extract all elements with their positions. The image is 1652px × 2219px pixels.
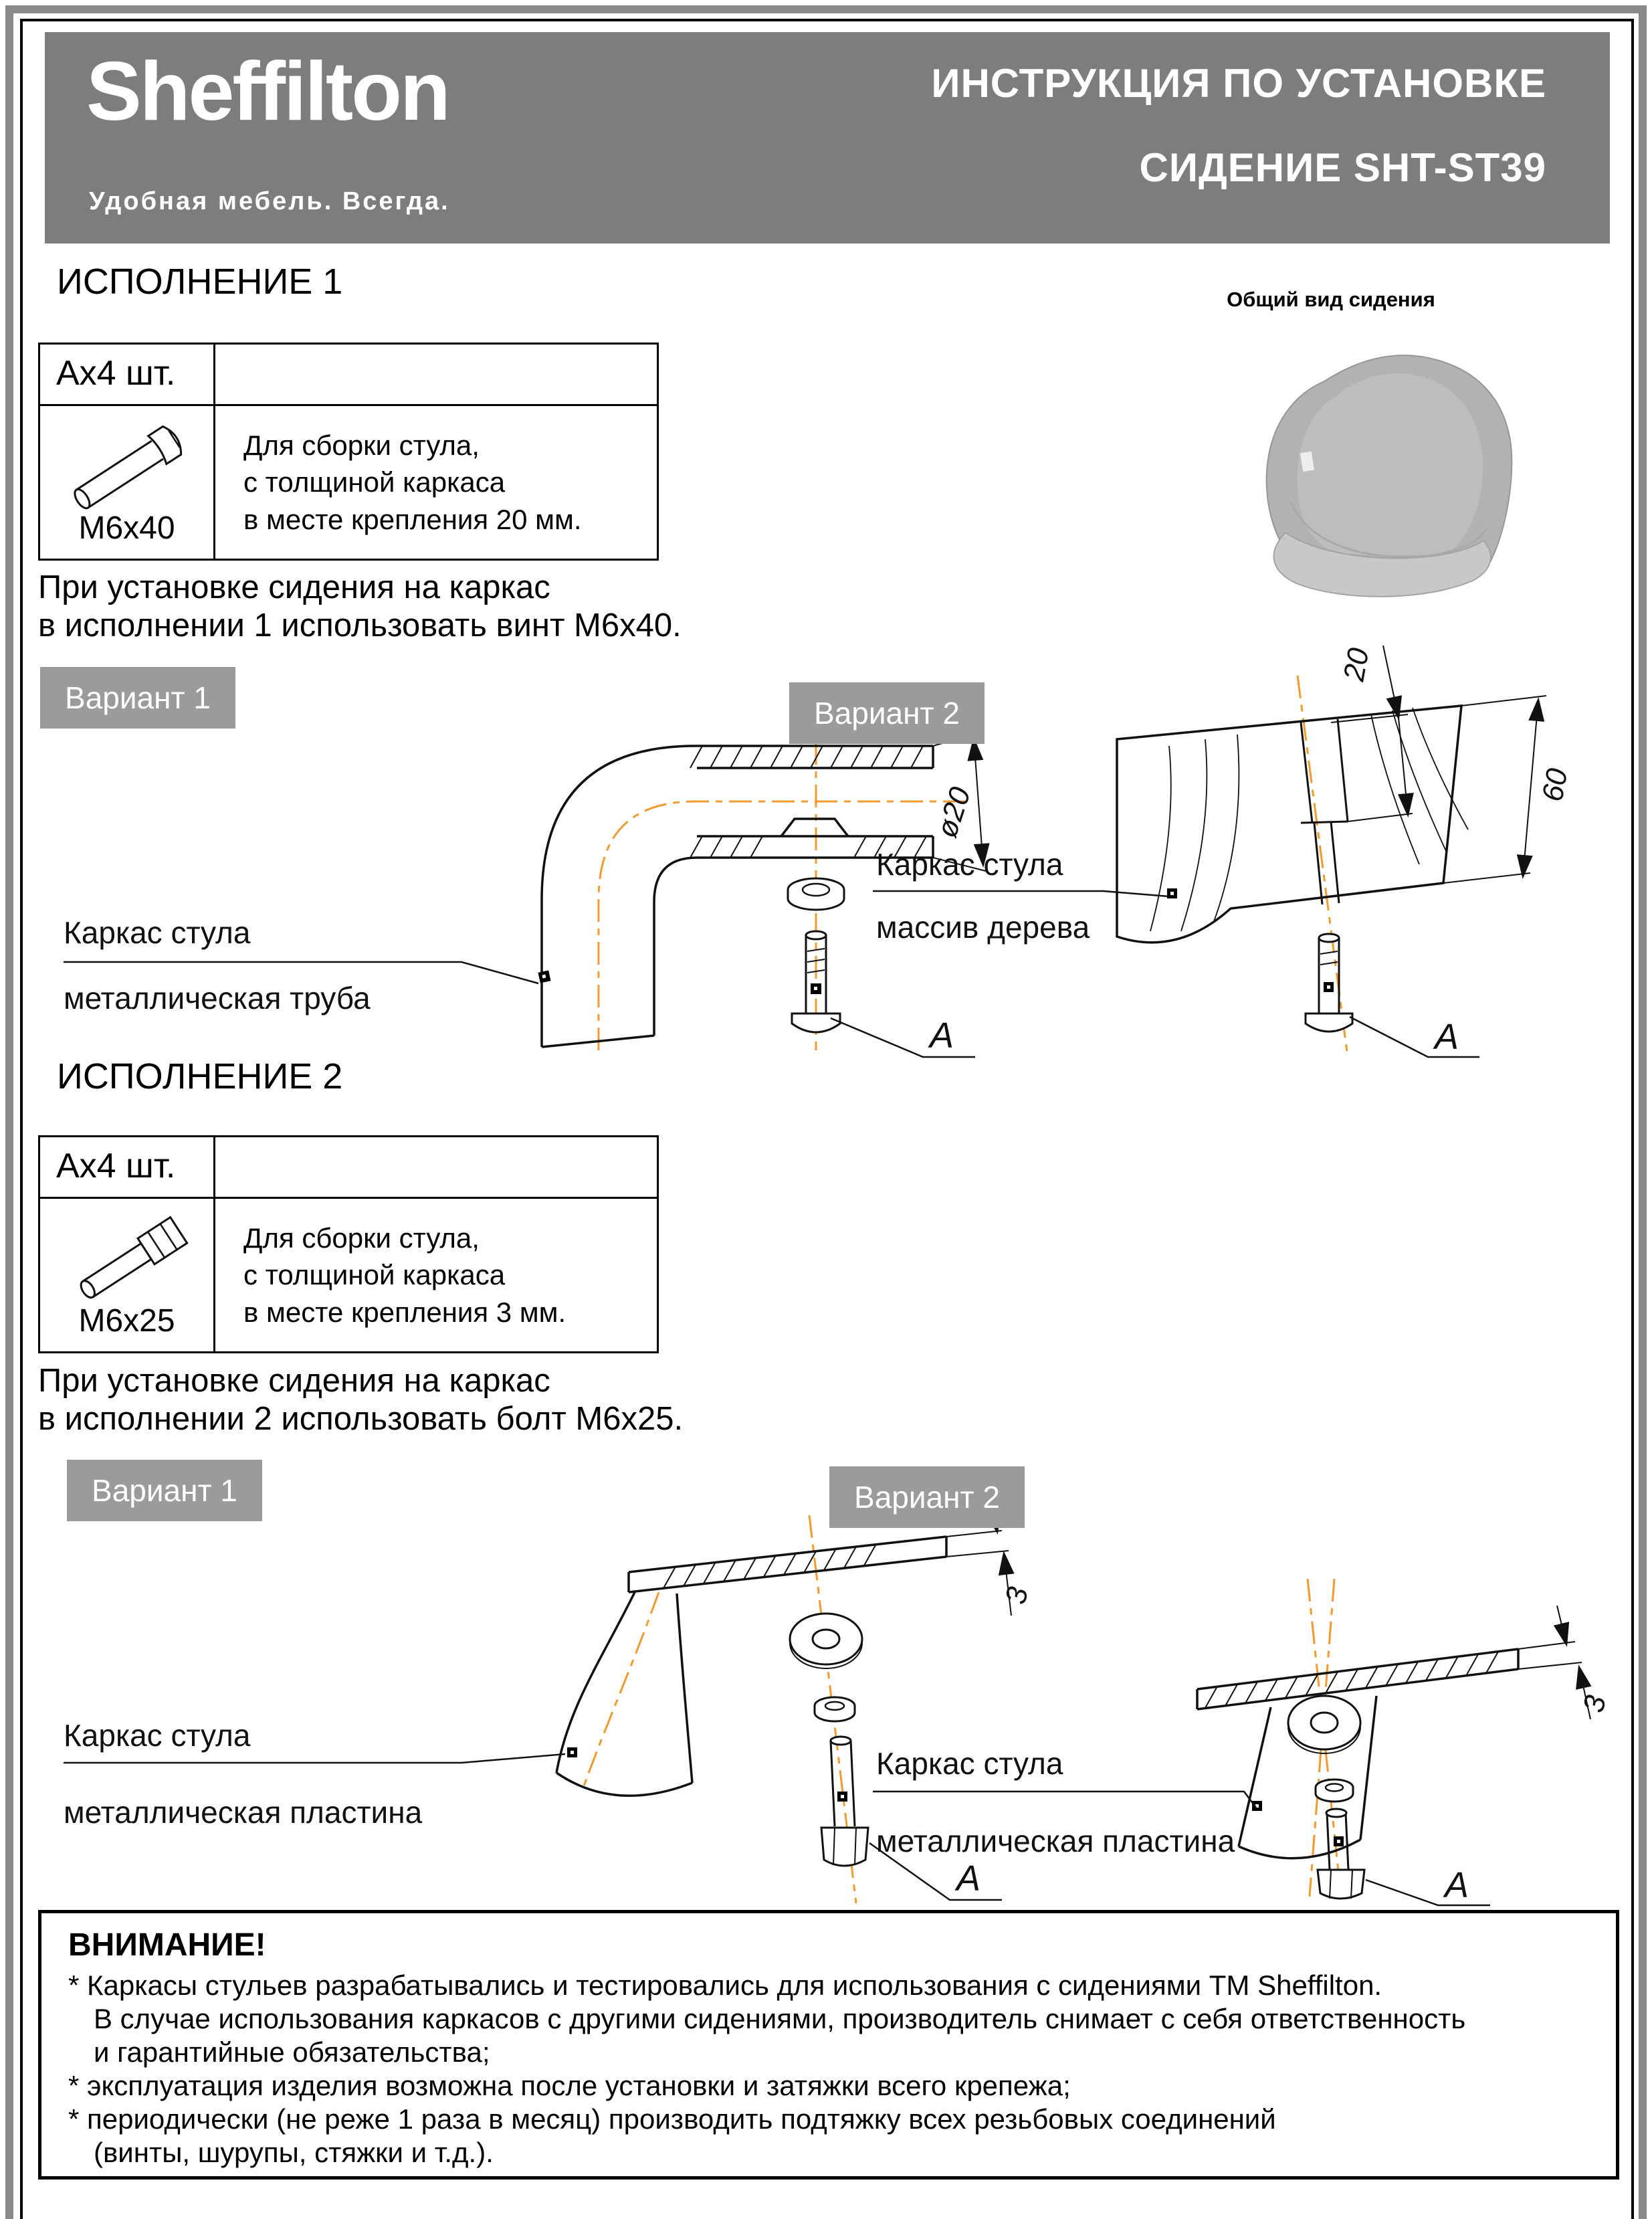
seat-photo xyxy=(1224,334,1545,592)
dim-thickness-text: 3 xyxy=(1576,1692,1613,1716)
bolt-m6x25-icon xyxy=(49,1214,205,1314)
leg-outline xyxy=(556,1591,692,1796)
wood-centerline xyxy=(1298,676,1348,1057)
label-frame-line1: Каркас стула xyxy=(64,1718,251,1753)
kit2-desc-cell xyxy=(215,1199,657,1351)
pointer-a-text: А xyxy=(930,1016,954,1056)
label-leader-line xyxy=(64,1754,565,1763)
label-leader-line xyxy=(873,891,1169,896)
weld-markers xyxy=(538,971,821,994)
kit2-desc-line3: в месте крепления 3 мм. xyxy=(243,1296,566,1328)
wood-grain xyxy=(1150,708,1468,931)
warning-line: (винты, шурупы, стяжки и т.д.). xyxy=(94,2137,494,2168)
section1-heading: ИСПОЛНЕНИЕ 1 xyxy=(57,262,343,302)
label-leader-line xyxy=(873,1792,1256,1808)
kit1-header-empty-cell xyxy=(215,345,657,406)
kit-table-2 xyxy=(38,1135,659,1353)
kit-table-1 xyxy=(38,343,659,561)
pointer-a-leader xyxy=(1350,1017,1479,1057)
kit2-desc-line2: с толщиной каркаса xyxy=(243,1259,506,1291)
label-frame-line1: Каркас стула xyxy=(876,1746,1063,1781)
warning-box xyxy=(38,1910,1619,2180)
kit1-qty-cell: Ах4 шт. xyxy=(40,345,215,406)
dim-thickness-text: 3 xyxy=(999,1583,1035,1608)
kit1-part-cell xyxy=(40,406,215,559)
warning-line: * эксплуатация изделия возможна после установки и затяжки всего крепежа; xyxy=(68,2070,1071,2101)
brand-logo: Sheffilton xyxy=(86,45,449,138)
screw-m6x40-icon xyxy=(49,419,205,520)
seat-overview-caption: Общий вид сидения xyxy=(1227,288,1435,311)
warning-line: и гарантийные обязательства; xyxy=(94,2036,490,2068)
note2-line1: При установке сидения на каркас xyxy=(38,1363,550,1399)
doc-title-line2: СИДЕНИЕ SHT-ST39 xyxy=(1139,145,1546,190)
warning-line: В случае использования каркасов с другими сидениями, производитель снимает с себя ответственность xyxy=(94,2003,1466,2034)
label-frame-line2: металлическая труба xyxy=(64,981,371,1016)
weld-markers xyxy=(1252,1801,1344,1846)
note2-line2: в исполнении 2 использовать болт М6х25. xyxy=(38,1401,684,1438)
kit1-desc-line2: с толщиной каркаса xyxy=(243,466,506,498)
note-2 xyxy=(38,1362,683,1439)
note-1 xyxy=(38,569,682,646)
kit2-part-label: М6х25 xyxy=(78,1303,175,1339)
badge-variant1-exec2: Вариант 1 xyxy=(67,1460,262,1521)
pointer-a-text: А xyxy=(956,1858,981,1899)
label-frame-line1: Каркас стула xyxy=(876,847,1063,882)
drawing-exec2-variant2-plate xyxy=(803,1499,1652,1905)
brand-tagline: Удобная мебель. Всегда. xyxy=(89,187,450,215)
dim-diameter-text: ø20 xyxy=(930,783,977,842)
warning-line: * Каркасы стульев разрабатывались и тестировались для использования с сидениями ТМ Sheffilton. xyxy=(68,1969,1382,2001)
wood-block-outline xyxy=(1117,706,1461,943)
badge-variant1-exec1: Вариант 1 xyxy=(40,667,235,729)
nut-icon xyxy=(1316,1779,1353,1802)
plate-outline xyxy=(1197,1649,1518,1709)
warning-line: * периодически (не реже 1 раза в месяц) производить подтяжку всех резьбовых соединений xyxy=(68,2103,1276,2135)
washer-icon xyxy=(1288,1696,1360,1753)
kit2-header-empty-cell xyxy=(215,1137,657,1199)
weld-markers xyxy=(1167,888,1334,992)
kit2-desc-line1: Для сборки стула, xyxy=(243,1222,480,1254)
dim-height-text: 60 xyxy=(1536,766,1574,804)
doc-title-line1: ИНСТРУКЦИЯ ПО УСТАНОВКЕ xyxy=(931,61,1546,106)
pointer-a-text: А xyxy=(1445,1865,1469,1905)
header xyxy=(45,32,1610,244)
label-frame-line1: Каркас стула xyxy=(64,915,251,950)
kit2-qty-cell: Ах4 шт. xyxy=(40,1137,215,1199)
dim-depth-text: 20 xyxy=(1337,646,1376,684)
pointer-a-text: А xyxy=(1435,1017,1459,1057)
badge-variant2-exec1: Вариант 2 xyxy=(789,682,985,744)
plate-hatching xyxy=(1205,1652,1498,1708)
kit2-part-cell xyxy=(40,1199,215,1351)
badge-variant2-exec2: Вариант 2 xyxy=(829,1466,1025,1528)
label-frame-line2: массив дерева xyxy=(876,910,1090,945)
label-frame-line2: металлическая пластина xyxy=(876,1824,1235,1858)
note1-line1: При установке сидения на каркас xyxy=(38,569,550,605)
kit1-desc-line3: в месте крепления 20 мм. xyxy=(243,503,582,535)
section2-heading: ИСПОЛНЕНИЕ 2 xyxy=(57,1056,343,1096)
kit1-part-label: М6х40 xyxy=(78,510,175,546)
note1-line2: в исполнении 1 использовать винт М6х40. xyxy=(38,607,682,644)
label-frame-line2: металлическая пластина xyxy=(64,1795,423,1830)
warning-title: ВНИМАНИЕ! xyxy=(68,1927,266,1963)
kit1-desc-line1: Для сборки стула, xyxy=(243,429,480,461)
kit1-desc-cell xyxy=(215,406,657,559)
